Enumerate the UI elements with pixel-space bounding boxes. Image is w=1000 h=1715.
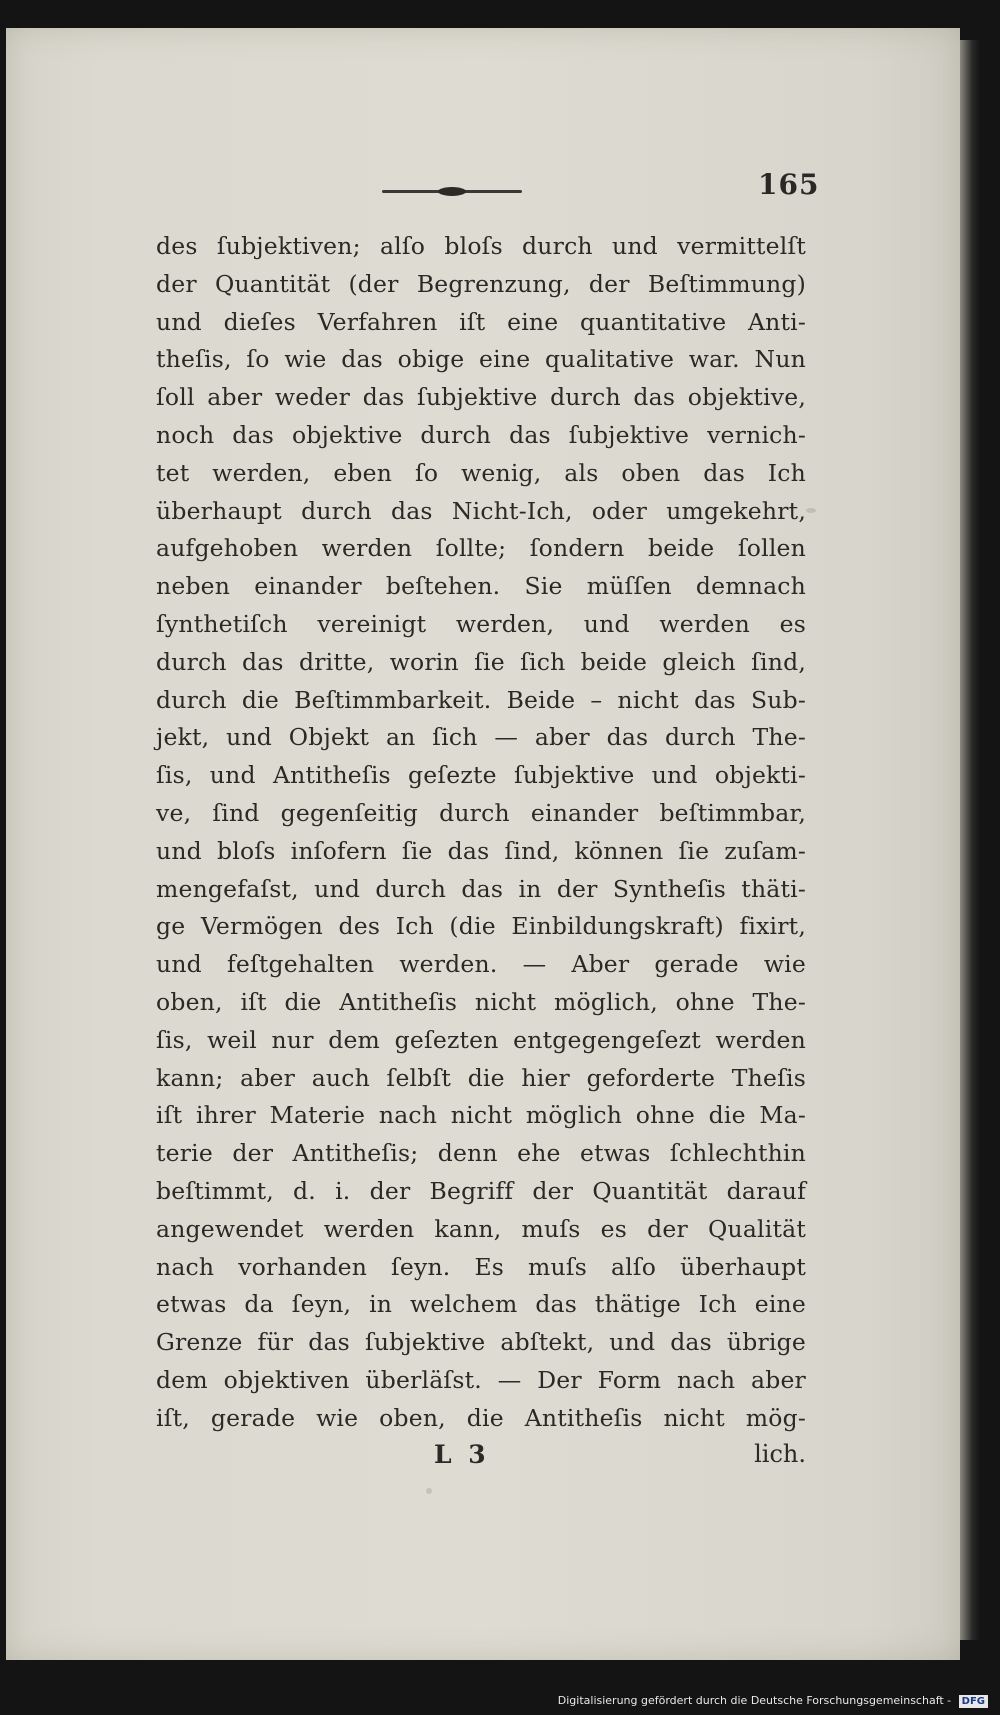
book-page [6, 28, 960, 1660]
text-line: durch die Beſtimmbarkeit. Beide – nicht das Sub- [156, 685, 806, 714]
text-line: ſoll aber weder das ſubjektive durch das objektive, [156, 383, 806, 412]
text-line: etwas da ſeyn, in welchem das thätige Ich eine [156, 1290, 806, 1319]
text-line: aufgehoben werden ſollte; ſondern beide ſollen [156, 534, 806, 563]
text-line: überhaupt durch das Nicht-Ich, oder umgekehrt, [156, 496, 806, 525]
text-line: ge Vermögen des Ich (die Einbildungskraft) fixirt, [156, 912, 806, 941]
dfg-logo: DFG [959, 1695, 988, 1708]
text-line: tet werden, eben ſo wenig, als oben das Ich [156, 458, 806, 487]
catchword: lich. [754, 1440, 806, 1468]
text-line: angewendet werden kann, muſs es der Qualität [156, 1214, 806, 1243]
text-line: jekt, und Objekt an ſich — aber das durch The- [156, 723, 806, 752]
text-line: des ſubjektiven; alſo bloſs durch und vermittelſt [156, 232, 806, 260]
text-line: nach vorhanden ſeyn. Es muſs alſo überhaupt [156, 1252, 806, 1281]
text-line: ſis, weil nur dem geſezten entgegengeſezt werden [156, 1025, 806, 1054]
text-line: ſynthetiſch vereinigt werden, und werden es [156, 609, 806, 638]
text-line: dem objektiven überläſst. — Der Form nach aber [156, 1365, 806, 1394]
text-line: beſtimmt, d. i. der Begriff der Quantität darauf [156, 1176, 806, 1205]
text-line: terie der Antitheſis; denn ehe etwas ſchlechthin [156, 1139, 806, 1168]
page-header [6, 168, 960, 208]
page-number: 165 [758, 168, 820, 201]
credit-text: Digitalisierung gefördert durch die Deutsche Forschungsgemeinschaft - [557, 1694, 952, 1707]
text-line: Grenze für das ſubjektive abſtekt, und das übrige [156, 1328, 806, 1357]
text-line: ve, ſind gegenſeitig durch einander beſtimmbar, [156, 798, 806, 827]
text-line: theſis, ſo wie das obige eine qualitative war. Nun [156, 345, 806, 374]
text-line: noch das objektive durch das ſubjektive vernich- [156, 420, 806, 449]
text-line: und bloſs inſofern ſie das ſind, können ſie zuſam- [156, 836, 806, 865]
page-edge-shadow [960, 40, 980, 1640]
text-line: und feſtgehalten werden. — Aber gerade wie [156, 950, 806, 979]
signature-mark: L 3 [434, 1440, 490, 1469]
text-line: iſt, gerade wie oben, die Antitheſis nicht mög- [156, 1403, 806, 1432]
header-rule-ornament [438, 187, 466, 196]
text-line: mengefaſst, und durch das in der Syntheſis thäti- [156, 874, 806, 903]
text-line: neben einander beſtehen. Sie müſſen demnach [156, 572, 806, 601]
page-stain [806, 508, 816, 513]
text-line: der Quantität (der Begrenzung, der Beſtimmung) [156, 269, 806, 298]
page-footer [156, 1440, 806, 1480]
digitization-credit [558, 1694, 988, 1708]
text-line: ſis, und Antitheſis geſezte ſubjektive und objekti- [156, 761, 806, 790]
page-stain [426, 1488, 432, 1494]
text-line: iſt ihrer Materie nach nicht möglich ohne die Ma- [156, 1101, 806, 1130]
text-line: oben, iſt die Antitheſis nicht möglich, ohne The- [156, 987, 806, 1016]
text-line: durch das dritte, worin ſie ſich beide gleich ſind, [156, 647, 806, 676]
text-line: und dieſes Verfahren iſt eine quantitative Anti- [156, 307, 806, 336]
text-line: kann; aber auch ſelbſt die hier geforderte Theſis [156, 1063, 806, 1092]
body-text [156, 228, 806, 1438]
